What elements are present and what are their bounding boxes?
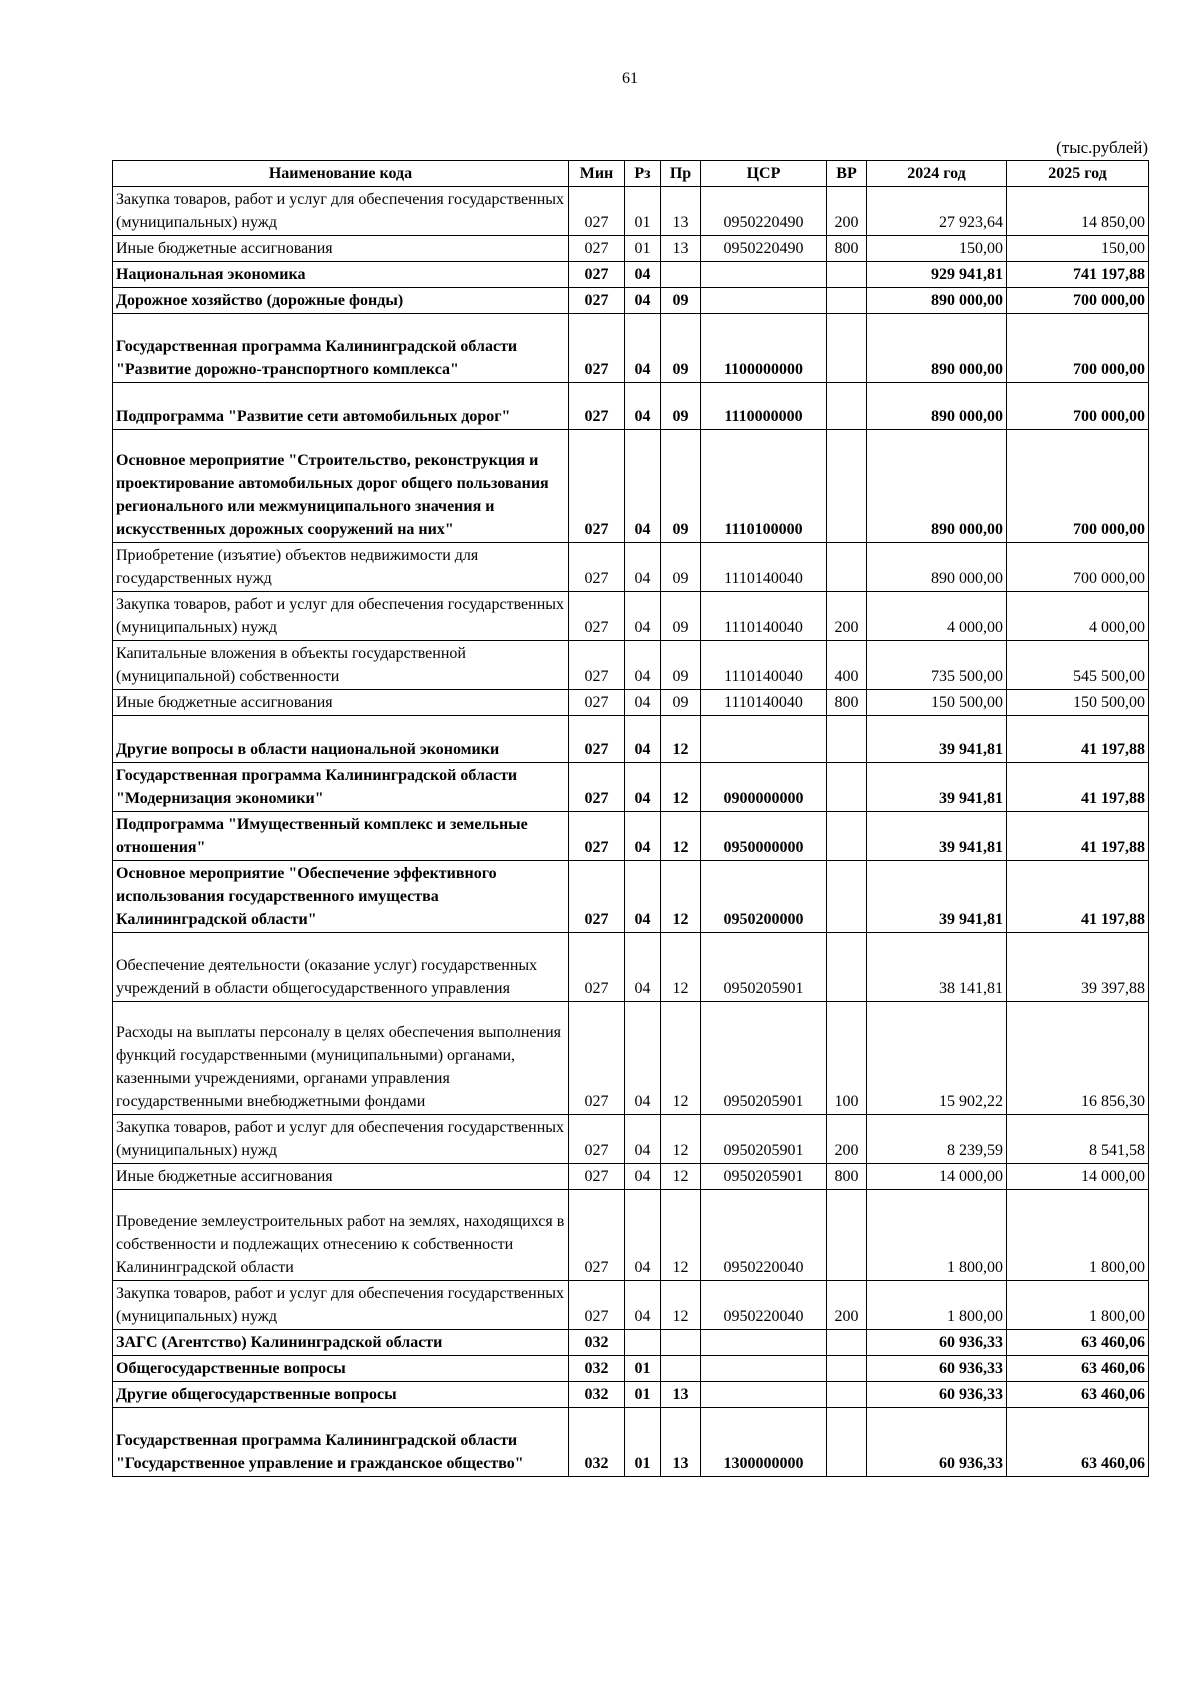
cell-name: Закупка товаров, работ и услуг для обеспечения государственных (муниципальных) нужд — [113, 1115, 569, 1164]
cell-2024: 15 902,22 — [867, 1002, 1007, 1115]
cell-csr: 0950205901 — [701, 1164, 827, 1190]
cell-pr: 12 — [661, 763, 701, 812]
cell-2024: 60 936,33 — [867, 1382, 1007, 1408]
cell-2025: 741 197,88 — [1007, 262, 1149, 288]
cell-rz: 04 — [625, 1190, 661, 1281]
cell-rz: 04 — [625, 763, 661, 812]
cell-min: 032 — [569, 1382, 625, 1408]
table-row — [113, 1356, 1149, 1382]
cell-name: Закупка товаров, работ и услуг для обеспечения государственных (муниципальных) нужд — [113, 1281, 569, 1330]
cell-csr: 0950200000 — [701, 861, 827, 933]
cell-min: 032 — [569, 1330, 625, 1356]
cell-min: 027 — [569, 1281, 625, 1330]
cell-rz: 01 — [625, 187, 661, 236]
table-row — [113, 1408, 1149, 1477]
table-row — [113, 430, 1149, 543]
table-row — [113, 288, 1149, 314]
cell-vr — [827, 262, 867, 288]
cell-vr — [827, 1190, 867, 1281]
cell-csr: 1110140040 — [701, 690, 827, 716]
cell-name: Государственная программа Калининградской области "Модернизация экономики" — [113, 763, 569, 812]
cell-min: 027 — [569, 812, 625, 861]
table-header-row — [113, 161, 1149, 187]
table-row — [113, 236, 1149, 262]
cell-2024: 8 239,59 — [867, 1115, 1007, 1164]
cell-vr — [827, 716, 867, 763]
cell-min: 027 — [569, 690, 625, 716]
cell-vr — [827, 430, 867, 543]
cell-name: Государственная программа Калининградской области "Государственное управление и гражданское общество" — [113, 1408, 569, 1477]
cell-2024: 39 941,81 — [867, 716, 1007, 763]
cell-csr — [701, 262, 827, 288]
cell-name: Национальная экономика — [113, 262, 569, 288]
cell-pr: 12 — [661, 1002, 701, 1115]
cell-2024: 1 800,00 — [867, 1190, 1007, 1281]
cell-name: Приобретение (изъятие) объектов недвижимости для государственных нужд — [113, 543, 569, 592]
cell-name: ЗАГС (Агентство) Калининградской области — [113, 1330, 569, 1356]
table-row — [113, 1382, 1149, 1408]
cell-name: Основное мероприятие "Строительство, реконструкция и проектирование автомобильных дорог общего пользования регионального или межмуниципального значения и искусственных дорожных сооружений на них" — [113, 430, 569, 543]
cell-vr — [827, 861, 867, 933]
cell-2024: 14 000,00 — [867, 1164, 1007, 1190]
cell-vr: 100 — [827, 1002, 867, 1115]
cell-pr: 12 — [661, 861, 701, 933]
cell-csr: 0950220490 — [701, 236, 827, 262]
cell-csr: 1110100000 — [701, 430, 827, 543]
cell-pr: 09 — [661, 383, 701, 430]
cell-2025: 4 000,00 — [1007, 592, 1149, 641]
cell-rz: 04 — [625, 716, 661, 763]
cell-min: 027 — [569, 543, 625, 592]
cell-pr: 12 — [661, 716, 701, 763]
cell-vr: 200 — [827, 1281, 867, 1330]
cell-min: 027 — [569, 262, 625, 288]
cell-min: 027 — [569, 1002, 625, 1115]
cell-csr — [701, 1356, 827, 1382]
cell-2024: 890 000,00 — [867, 314, 1007, 383]
table-row — [113, 543, 1149, 592]
cell-vr — [827, 288, 867, 314]
table-row — [113, 1115, 1149, 1164]
cell-pr: 12 — [661, 1281, 701, 1330]
cell-vr — [827, 1356, 867, 1382]
cell-2024: 60 936,33 — [867, 1356, 1007, 1382]
cell-vr — [827, 1330, 867, 1356]
cell-vr — [827, 763, 867, 812]
cell-vr — [827, 314, 867, 383]
cell-min: 027 — [569, 933, 625, 1002]
cell-csr: 0950000000 — [701, 812, 827, 861]
cell-vr — [827, 1382, 867, 1408]
cell-rz: 04 — [625, 430, 661, 543]
budget-table — [112, 160, 1149, 1477]
cell-min: 027 — [569, 1164, 625, 1190]
cell-name: Закупка товаров, работ и услуг для обеспечения государственных (муниципальных) нужд — [113, 592, 569, 641]
cell-pr: 09 — [661, 430, 701, 543]
cell-2024: 27 923,64 — [867, 187, 1007, 236]
cell-min: 032 — [569, 1408, 625, 1477]
cell-pr: 09 — [661, 543, 701, 592]
cell-2024: 150,00 — [867, 236, 1007, 262]
cell-2025: 41 197,88 — [1007, 763, 1149, 812]
cell-rz: 04 — [625, 933, 661, 1002]
cell-vr — [827, 383, 867, 430]
cell-rz: 01 — [625, 1382, 661, 1408]
cell-vr — [827, 543, 867, 592]
cell-rz: 04 — [625, 690, 661, 716]
header-min: Мин — [569, 161, 625, 187]
cell-min: 027 — [569, 716, 625, 763]
cell-2025: 150 500,00 — [1007, 690, 1149, 716]
cell-name: Капитальные вложения в объекты государственной (муниципальной) собственности — [113, 641, 569, 690]
cell-name: Проведение землеустроительных работ на землях, находящихся в собственности и подлежащих отнесению к собственности Калининградской области — [113, 1190, 569, 1281]
cell-2024: 735 500,00 — [867, 641, 1007, 690]
cell-name: Основное мероприятие "Обеспечение эффективного использования государственного имущества Калининградской области" — [113, 861, 569, 933]
cell-vr: 200 — [827, 187, 867, 236]
cell-pr: 09 — [661, 690, 701, 716]
header-2024: 2024 год — [867, 161, 1007, 187]
cell-rz: 04 — [625, 314, 661, 383]
cell-csr: 1110000000 — [701, 383, 827, 430]
cell-2024: 39 941,81 — [867, 763, 1007, 812]
table-row — [113, 861, 1149, 933]
cell-min: 027 — [569, 592, 625, 641]
cell-rz: 04 — [625, 861, 661, 933]
cell-rz: 04 — [625, 543, 661, 592]
cell-2024: 890 000,00 — [867, 430, 1007, 543]
cell-pr: 12 — [661, 812, 701, 861]
cell-rz: 04 — [625, 641, 661, 690]
cell-pr: 12 — [661, 1190, 701, 1281]
cell-vr: 800 — [827, 690, 867, 716]
cell-2025: 41 197,88 — [1007, 716, 1149, 763]
cell-2024: 929 941,81 — [867, 262, 1007, 288]
cell-2024: 38 141,81 — [867, 933, 1007, 1002]
cell-2025: 41 197,88 — [1007, 861, 1149, 933]
cell-rz — [625, 1330, 661, 1356]
cell-csr: 1100000000 — [701, 314, 827, 383]
cell-csr: 0950220490 — [701, 187, 827, 236]
cell-name: Обеспечение деятельности (оказание услуг) государственных учреждений в области общегосударственного управления — [113, 933, 569, 1002]
cell-name: Государственная программа Калининградской области "Развитие дорожно-транспортного комплекса" — [113, 314, 569, 383]
cell-rz: 04 — [625, 1115, 661, 1164]
cell-vr — [827, 933, 867, 1002]
cell-min: 032 — [569, 1356, 625, 1382]
cell-2024: 150 500,00 — [867, 690, 1007, 716]
cell-csr — [701, 288, 827, 314]
cell-2025: 63 460,06 — [1007, 1330, 1149, 1356]
cell-2025: 41 197,88 — [1007, 812, 1149, 861]
cell-csr: 0950205901 — [701, 1002, 827, 1115]
cell-rz: 04 — [625, 1002, 661, 1115]
cell-pr: 13 — [661, 236, 701, 262]
cell-csr: 0900000000 — [701, 763, 827, 812]
cell-min: 027 — [569, 187, 625, 236]
header-name: Наименование кода — [113, 161, 569, 187]
cell-min: 027 — [569, 1115, 625, 1164]
cell-2024: 39 941,81 — [867, 861, 1007, 933]
cell-vr: 800 — [827, 1164, 867, 1190]
cell-rz: 01 — [625, 1356, 661, 1382]
header-rz: Рз — [625, 161, 661, 187]
cell-2025: 14 000,00 — [1007, 1164, 1149, 1190]
cell-name: Иные бюджетные ассигнования — [113, 236, 569, 262]
cell-rz: 04 — [625, 592, 661, 641]
cell-2024: 39 941,81 — [867, 812, 1007, 861]
cell-vr — [827, 1408, 867, 1477]
cell-csr: 1110140040 — [701, 543, 827, 592]
cell-vr: 800 — [827, 236, 867, 262]
cell-csr: 0950205901 — [701, 933, 827, 1002]
cell-pr: 12 — [661, 933, 701, 1002]
cell-2025: 16 856,30 — [1007, 1002, 1149, 1115]
cell-2025: 1 800,00 — [1007, 1281, 1149, 1330]
page-number: 61 — [622, 70, 638, 87]
cell-2025: 63 460,06 — [1007, 1356, 1149, 1382]
table-row — [113, 1164, 1149, 1190]
cell-csr: 1110140040 — [701, 641, 827, 690]
table-row — [113, 187, 1149, 236]
cell-2025: 545 500,00 — [1007, 641, 1149, 690]
cell-csr — [701, 716, 827, 763]
cell-pr: 13 — [661, 1382, 701, 1408]
cell-min: 027 — [569, 236, 625, 262]
cell-2025: 700 000,00 — [1007, 288, 1149, 314]
cell-2024: 4 000,00 — [867, 592, 1007, 641]
cell-2025: 700 000,00 — [1007, 543, 1149, 592]
cell-rz: 04 — [625, 383, 661, 430]
cell-pr: 13 — [661, 1408, 701, 1477]
cell-rz: 04 — [625, 812, 661, 861]
cell-2024: 890 000,00 — [867, 288, 1007, 314]
table-body — [113, 187, 1149, 1477]
cell-min: 027 — [569, 641, 625, 690]
cell-csr — [701, 1382, 827, 1408]
cell-pr: 09 — [661, 314, 701, 383]
cell-2025: 1 800,00 — [1007, 1190, 1149, 1281]
table-row — [113, 592, 1149, 641]
cell-vr: 200 — [827, 592, 867, 641]
cell-2024: 1 800,00 — [867, 1281, 1007, 1330]
cell-min: 027 — [569, 430, 625, 543]
table-row — [113, 716, 1149, 763]
cell-pr: 12 — [661, 1115, 701, 1164]
cell-min: 027 — [569, 383, 625, 430]
cell-2024: 60 936,33 — [867, 1330, 1007, 1356]
cell-name: Другие вопросы в области национальной экономики — [113, 716, 569, 763]
table-row — [113, 933, 1149, 1002]
cell-vr: 200 — [827, 1115, 867, 1164]
cell-min: 027 — [569, 861, 625, 933]
cell-rz: 01 — [625, 236, 661, 262]
table-row — [113, 1330, 1149, 1356]
header-pr: Пр — [661, 161, 701, 187]
cell-vr: 400 — [827, 641, 867, 690]
cell-min: 027 — [569, 1190, 625, 1281]
units-label: (тыс.рублей) — [1056, 138, 1148, 157]
table-row — [113, 812, 1149, 861]
table-row — [113, 383, 1149, 430]
table-row — [113, 1190, 1149, 1281]
cell-2025: 700 000,00 — [1007, 314, 1149, 383]
cell-csr — [701, 1330, 827, 1356]
cell-csr: 0950220040 — [701, 1281, 827, 1330]
cell-name: Подпрограмма "Развитие сети автомобильных дорог" — [113, 383, 569, 430]
cell-name: Дорожное хозяйство (дорожные фонды) — [113, 288, 569, 314]
table-row — [113, 1281, 1149, 1330]
table-row — [113, 690, 1149, 716]
cell-min: 027 — [569, 314, 625, 383]
table-row — [113, 262, 1149, 288]
cell-2025: 8 541,58 — [1007, 1115, 1149, 1164]
cell-2024: 890 000,00 — [867, 383, 1007, 430]
cell-pr: 09 — [661, 592, 701, 641]
cell-2025: 150,00 — [1007, 236, 1149, 262]
table-row — [113, 314, 1149, 383]
cell-csr: 1110140040 — [701, 592, 827, 641]
cell-pr — [661, 262, 701, 288]
cell-name: Подпрограмма "Имущественный комплекс и земельные отношения" — [113, 812, 569, 861]
cell-2025: 63 460,06 — [1007, 1408, 1149, 1477]
cell-2024: 60 936,33 — [867, 1408, 1007, 1477]
cell-rz: 04 — [625, 1281, 661, 1330]
table-row — [113, 1002, 1149, 1115]
cell-name: Иные бюджетные ассигнования — [113, 690, 569, 716]
table-row — [113, 763, 1149, 812]
cell-pr — [661, 1356, 701, 1382]
cell-2025: 63 460,06 — [1007, 1382, 1149, 1408]
header-2025: 2025 год — [1007, 161, 1149, 187]
header-csr: ЦСР — [701, 161, 827, 187]
cell-rz: 01 — [625, 1408, 661, 1477]
cell-2025: 700 000,00 — [1007, 383, 1149, 430]
cell-pr: 12 — [661, 1164, 701, 1190]
cell-name: Общегосударственные вопросы — [113, 1356, 569, 1382]
cell-rz: 04 — [625, 1164, 661, 1190]
cell-min: 027 — [569, 763, 625, 812]
cell-2025: 39 397,88 — [1007, 933, 1149, 1002]
cell-pr: 09 — [661, 288, 701, 314]
cell-name: Другие общегосударственные вопросы — [113, 1382, 569, 1408]
cell-rz: 04 — [625, 288, 661, 314]
cell-csr: 1300000000 — [701, 1408, 827, 1477]
header-vr: ВР — [827, 161, 867, 187]
cell-pr: 13 — [661, 187, 701, 236]
cell-2025: 14 850,00 — [1007, 187, 1149, 236]
cell-name: Закупка товаров, работ и услуг для обеспечения государственных (муниципальных) нужд — [113, 187, 569, 236]
cell-min: 027 — [569, 288, 625, 314]
cell-pr: 09 — [661, 641, 701, 690]
cell-2024: 890 000,00 — [867, 543, 1007, 592]
cell-csr: 0950205901 — [701, 1115, 827, 1164]
cell-2025: 700 000,00 — [1007, 430, 1149, 543]
cell-name: Иные бюджетные ассигнования — [113, 1164, 569, 1190]
cell-name: Расходы на выплаты персоналу в целях обеспечения выполнения функций государственными (муниципальными) органами, казенными учреждениями, органами управления государственными внебюджетными фондами — [113, 1002, 569, 1115]
cell-csr: 0950220040 — [701, 1190, 827, 1281]
cell-pr — [661, 1330, 701, 1356]
cell-vr — [827, 812, 867, 861]
cell-rz: 04 — [625, 262, 661, 288]
table-row — [113, 641, 1149, 690]
